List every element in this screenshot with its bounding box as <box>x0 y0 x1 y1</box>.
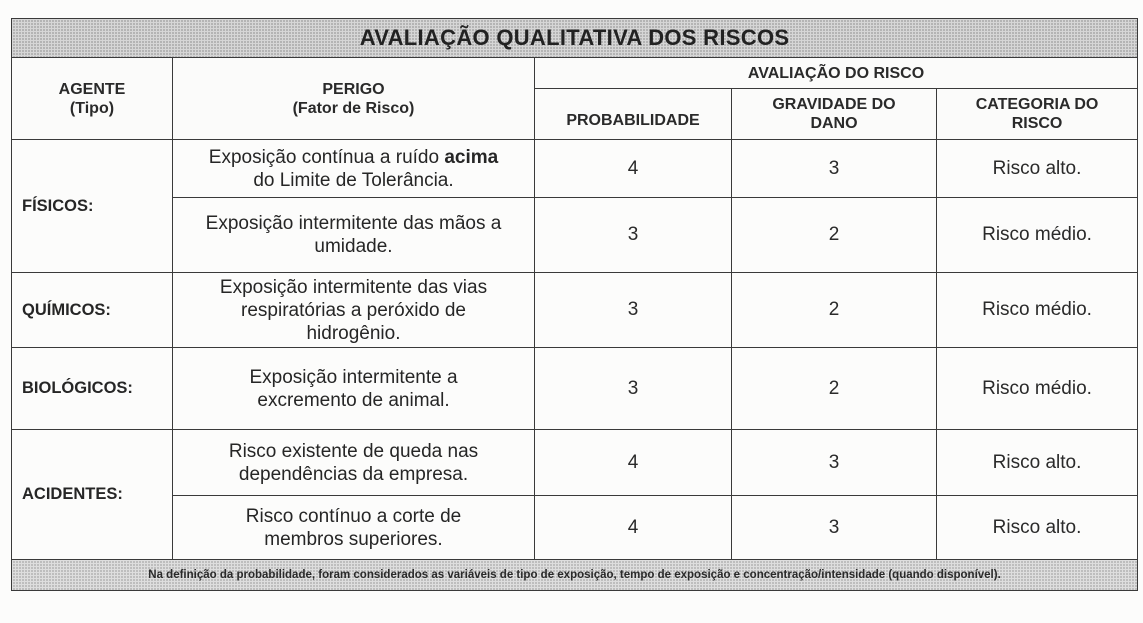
category-cell: Risco médio. <box>937 198 1138 273</box>
header-category-line2: RISCO <box>1011 115 1063 132</box>
severity-cell: 2 <box>732 348 937 430</box>
hazard-line: Exposição intermitente a <box>249 366 458 388</box>
table-row <box>12 273 1138 348</box>
category-cell: Risco médio. <box>937 273 1138 348</box>
severity-cell: 2 <box>732 198 937 273</box>
probability-cell: 4 <box>535 140 732 198</box>
probability-cell: 4 <box>535 496 732 560</box>
hazard-cell <box>173 273 535 348</box>
hazard-line: excremento de animal. <box>257 389 450 411</box>
header-severity-line2: DANO <box>810 115 858 132</box>
hazard-line: Risco contínuo a corte de <box>245 505 462 527</box>
agent-cell-fisicos: FÍSICOS: <box>12 140 173 273</box>
header-severity-line1: GRAVIDADE DO <box>772 96 896 113</box>
risk-assessment-table <box>11 18 1138 591</box>
footnote: Na definição da probabilidade, foram considerados as variáveis de tipo de exposição, tempo de exposição e concentração/intensidade (quando disponível). <box>12 560 1138 591</box>
category-cell: Risco alto. <box>937 496 1138 560</box>
header-hazard-label: PERIGO <box>322 80 385 98</box>
header-row-group <box>12 58 1138 89</box>
header-agent-label: AGENTE <box>58 80 126 98</box>
hazard-cell <box>173 496 535 560</box>
hazard-line: hidrogênio. <box>306 322 401 344</box>
hazard-line: dependências da empresa. <box>238 463 469 485</box>
hazard-line: respiratórias a peróxido de <box>241 299 466 321</box>
table-row <box>12 496 1138 560</box>
header-category <box>937 89 1138 140</box>
header-hazard <box>173 58 535 140</box>
header-agent-sub: (Tipo) <box>69 99 115 117</box>
category-cell: Risco alto. <box>937 140 1138 198</box>
hazard-cell <box>173 430 535 496</box>
severity-cell: 3 <box>732 496 937 560</box>
hazard-line: membros superiores. <box>264 528 443 550</box>
agent-cell-biologicos: BIOLÓGICOS: <box>12 348 173 430</box>
probability-cell: 4 <box>535 430 732 496</box>
header-agent <box>12 58 173 140</box>
hazard-line: umidade. <box>314 236 393 257</box>
hazard-line <box>179 146 528 169</box>
hazard-line: Exposição intermitente das mãos a <box>205 213 502 234</box>
hazard-cell <box>173 348 535 430</box>
hazard-text-bold: acima <box>444 146 499 168</box>
table-row <box>12 198 1138 273</box>
table-title: AVALIAÇÃO QUALITATIVA DOS RISCOS <box>12 19 1138 58</box>
hazard-text: Exposição contínua a ruído <box>208 146 445 168</box>
hazard-line: Exposição intermitente das vias <box>219 276 488 298</box>
header-probability-label: PROBABILIDADE <box>566 111 700 129</box>
table-row <box>12 430 1138 496</box>
hazard-line: Risco existente de queda nas <box>228 440 479 462</box>
probability-cell: 3 <box>535 273 732 348</box>
category-cell: Risco alto. <box>937 430 1138 496</box>
hazard-cell <box>173 198 535 273</box>
table-row <box>12 140 1138 198</box>
agent-cell-quimicos: QUÍMICOS: <box>12 273 173 348</box>
table-title-row <box>12 19 1138 58</box>
header-category-line1: CATEGORIA DO <box>975 96 1099 113</box>
agent-cell-acidentes: ACIDENTES: <box>12 430 173 560</box>
probability-cell: 3 <box>535 348 732 430</box>
severity-cell: 3 <box>732 140 937 198</box>
severity-cell: 3 <box>732 430 937 496</box>
header-hazard-sub: (Fator de Risco) <box>292 99 415 117</box>
header-assessment: AVALIAÇÃO DO RISCO <box>535 58 1138 89</box>
severity-cell: 2 <box>732 273 937 348</box>
hazard-cell <box>173 140 535 198</box>
header-severity <box>732 89 937 140</box>
footnote-row <box>12 560 1138 591</box>
header-probability <box>535 89 732 140</box>
table-row <box>12 348 1138 430</box>
probability-cell: 3 <box>535 198 732 273</box>
hazard-line: do Limite de Tolerância. <box>253 169 454 191</box>
category-cell: Risco médio. <box>937 348 1138 430</box>
